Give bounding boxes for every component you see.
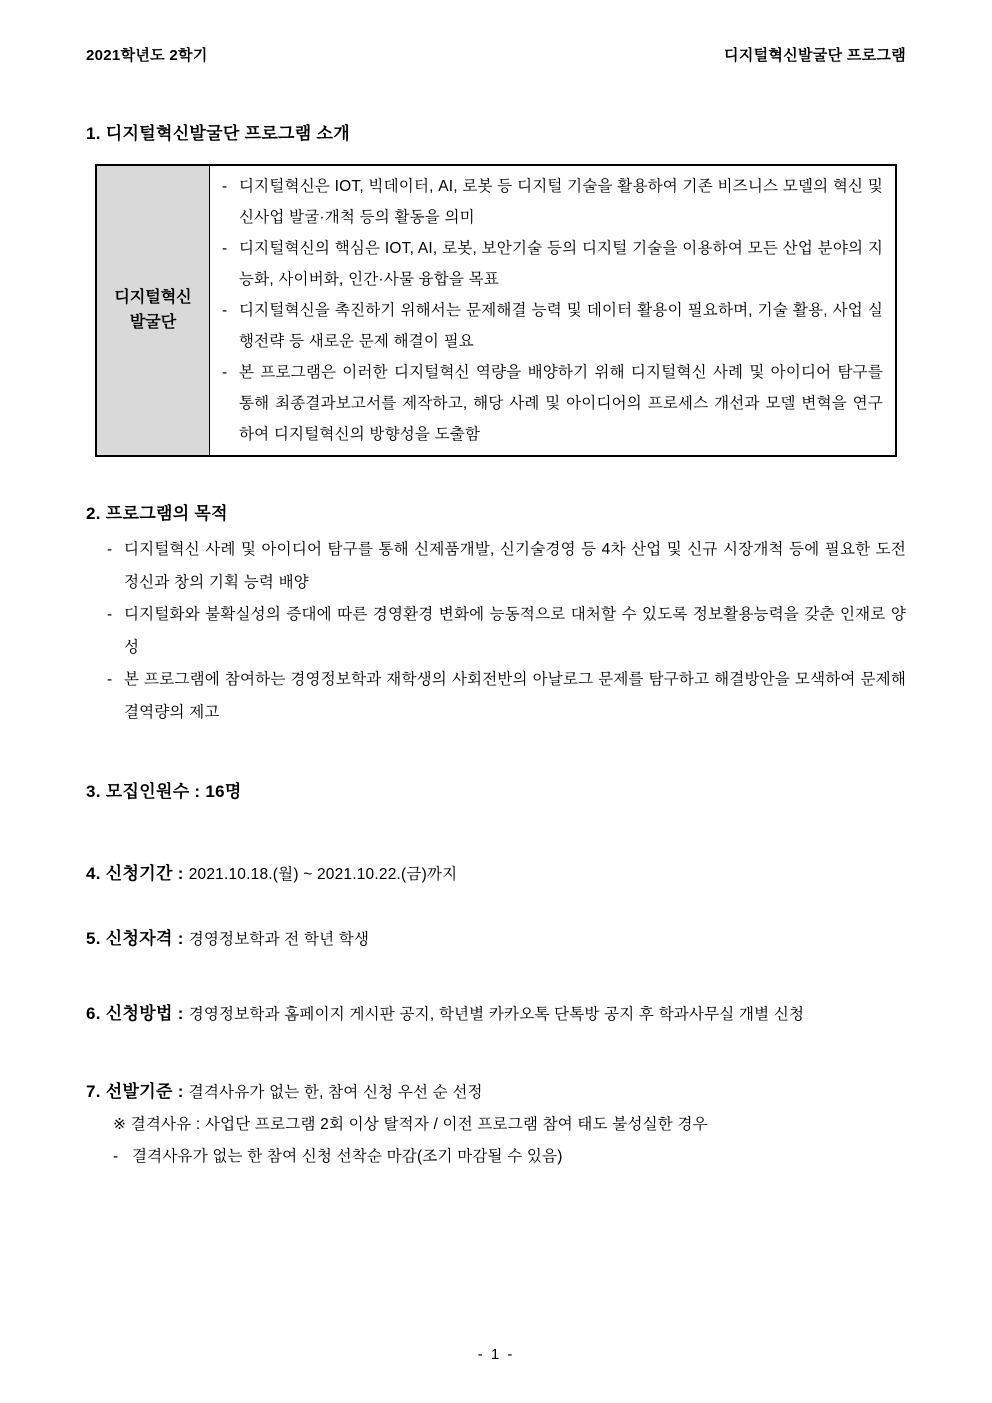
section4-row <box>86 861 906 887</box>
page-number: - 1 - <box>477 1346 515 1363</box>
dash-bullet: - <box>107 606 113 623</box>
table-bullet-text: 디지털혁신의 핵심은 IOT, AI, 로봇, 보안기술 등의 디지털 기술을 이용하여 모든 산업 분야의 지능화, 사이버화, 인간·사물 융합을 목표 <box>239 240 883 288</box>
section7-label: 7. 선발기준 : <box>86 1081 189 1101</box>
section7-note: ※ 결격사유 : 사업단 프로그램 2회 이상 탈적자 / 이전 프로그램 참여 태도 불성실한 경우 <box>113 1116 708 1133</box>
page-header <box>86 44 906 65</box>
table-bullet-item <box>220 233 883 295</box>
dash-bullet: - <box>222 178 228 195</box>
section3-row <box>86 779 906 805</box>
section1-heading: 1. 디지털혁신발굴단 프로그램 소개 <box>86 124 350 143</box>
section3-label: 3. 모집인원수 : <box>86 782 206 801</box>
section5-value: 경영정보학과 전 학년 학생 <box>188 931 370 948</box>
purpose-list-item <box>105 534 906 599</box>
dash-bullet: - <box>113 1148 119 1166</box>
section6-label: 6. 신청방법 : <box>86 1003 189 1023</box>
section6-row <box>86 994 906 1035</box>
section7-row <box>86 1079 906 1105</box>
section3-value: 16명 <box>205 782 242 801</box>
section2-heading: 2. 프로그램의 목적 <box>86 504 228 523</box>
purpose-list-item <box>105 664 906 729</box>
section4-value: 2021.10.18.(월) ~ 2021.10.22.(금)까지 <box>188 865 458 883</box>
table-content-cell <box>210 166 895 455</box>
purpose-item-text: 디지털화와 불확실성의 증대에 따른 경영환경 변화에 능동적으로 대처할 수 있도록 정보활용능력을 갖춘 인재로 양성 <box>124 606 906 656</box>
program-intro-table <box>95 164 897 457</box>
dash-bullet: - <box>107 541 113 558</box>
purpose-item-text: 디지털혁신 사례 및 아이디어 탐구를 통해 신제품개발, 신기술경영 등 4차 산업 및 신규 시장개척 등에 필요한 도전정신과 창의 기획 능력 배양 <box>124 541 906 591</box>
table-bullet-text: 디지털혁신을 촉진하기 위해서는 문제해결 능력 및 데이터 활용이 필요하며, 기술 활용, 사업 실행전략 등 새로운 문제 해결이 필요 <box>239 302 883 350</box>
table-bullet-item <box>220 357 883 450</box>
section4-label: 4. 신청기간 : <box>86 863 189 883</box>
section6-value: 경영정보학과 홈페이지 게시판 공지, 학년별 카카오톡 단톡방 공지 후 학과사무실 개별 신청 <box>188 1005 805 1023</box>
dash-bullet: - <box>107 671 113 688</box>
section7-sub-text: 결격사유가 없는 한 참여 신청 선착순 마감(조기 마감될 수 있음) <box>132 1148 563 1166</box>
section5-label: 5. 신청자격 : <box>86 929 189 948</box>
table-label-cell: 디지털혁신 발굴단 <box>97 166 210 455</box>
header-semester: 2021학년도 2학기 <box>86 47 208 64</box>
section7-block <box>86 1079 906 1169</box>
table-bullet-text: 본 프로그램은 이러한 디지털혁신 역량을 배양하기 위해 디지털혁신 사례 및 아이디어 탐구를 통해 최종결과보고서를 제작하고, 해당 사례 및 아이디어의 프로세스 개선과 모델 변혁을 연구하여 디지털혁신의 방향성을 도출함 <box>239 364 883 443</box>
header-program-title: 디지털혁신발굴단 프로그램 <box>724 47 906 64</box>
dash-bullet: - <box>222 240 228 257</box>
purpose-item-text: 본 프로그램에 참여하는 경영정보학과 재학생의 사회전반의 아날로그 문제를 탐구하고 해결방안을 모색하여 문제해결역량의 제고 <box>124 671 906 721</box>
section5-row <box>86 926 906 952</box>
dash-bullet: - <box>222 364 228 381</box>
dash-bullet: - <box>222 302 228 319</box>
purpose-list-item <box>105 599 906 664</box>
table-bullet-item <box>220 171 883 233</box>
table-bullet-item <box>220 295 883 357</box>
table-bullet-text: 디지털혁신은 IOT, 빅데이터, AI, 로봇 등 디지털 기술을 활용하여 기존 비즈니스 모델의 혁신 및 신사업 발굴·개척 등의 활동을 의미 <box>239 178 883 226</box>
section7-sub <box>86 1145 906 1168</box>
purpose-list <box>105 534 906 729</box>
section7-value: 결격사유가 없는 한, 참여 신청 우선 순 선정 <box>188 1083 483 1101</box>
